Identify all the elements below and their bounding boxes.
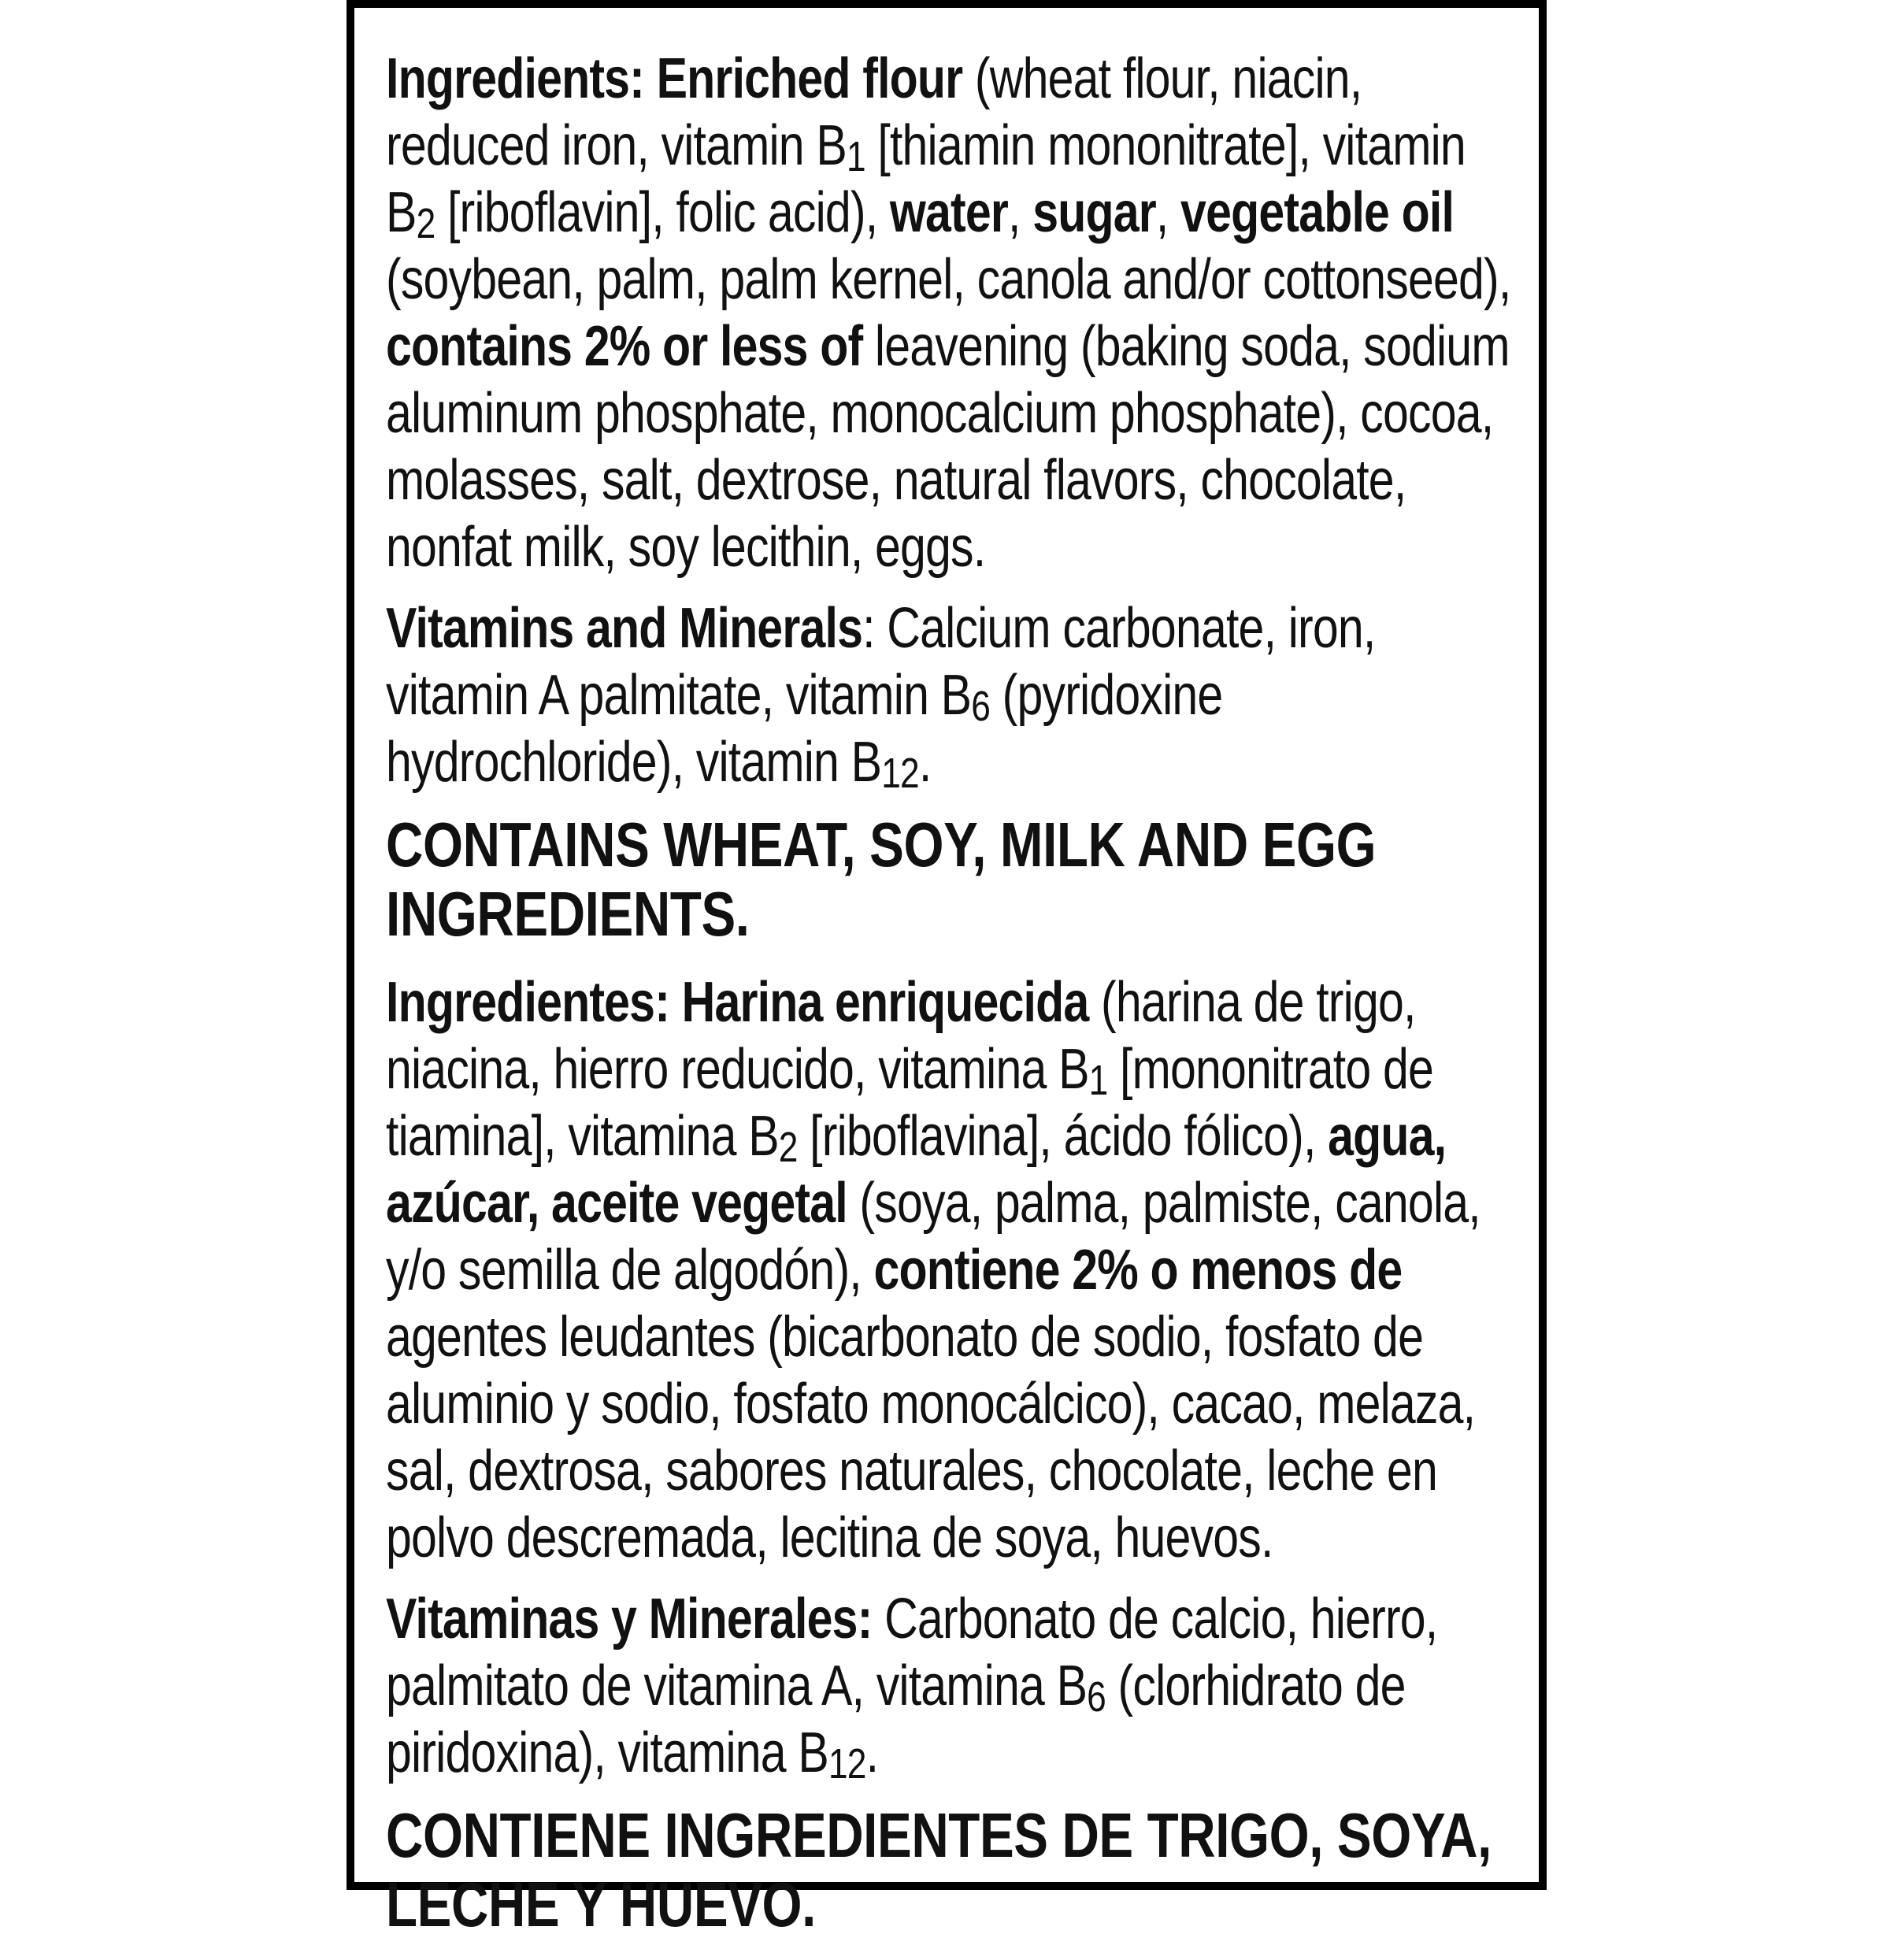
text-run: (pyridoxine hydrochloride), vitamin B <box>386 664 1223 794</box>
text-run: (harina de trigo, niacina, hierro reducido, vitamina B <box>386 971 1416 1101</box>
bold-text: sugar <box>1032 181 1156 244</box>
english-vitamins-minerals <box>386 595 1512 796</box>
bold-text: contains 2% or less of <box>386 315 863 378</box>
subscript-text: 6 <box>1087 1673 1106 1721</box>
english-allergen-statement: CONTAINS WHEAT, SOY, MILK AND EGG INGREDIENTS. <box>386 810 1377 949</box>
text-run: (clorhidrato de piridoxina), vitamina B <box>386 1654 1406 1784</box>
bold-text: Vitamins and Minerals <box>386 597 863 660</box>
bold-text: water <box>889 181 1009 244</box>
text-run: [riboflavina], ácido fólico), <box>797 1105 1329 1168</box>
subscript-text: 2 <box>778 1124 798 1172</box>
text-run: [mononitrato de tiamina], vitamina B <box>386 1038 1433 1168</box>
text-run: (soya, palma, palmiste, canola, y/o semilla de algodón), <box>386 1172 1480 1302</box>
subscript-text: 1 <box>846 133 865 181</box>
bold-text: contiene 2% o menos de <box>873 1239 1403 1302</box>
text-run: , <box>1155 181 1181 244</box>
bold-text: Ingredientes: Harina enriquecida <box>386 971 1089 1034</box>
subscript-text: 2 <box>416 200 435 248</box>
bold-text: Vitaminas y Minerales: <box>386 1588 873 1651</box>
english-ingredients <box>386 46 1512 581</box>
spanish-ingredients <box>386 969 1512 1572</box>
text-run: [riboflavin], folic acid), <box>435 181 890 244</box>
text-run: . <box>865 1721 879 1784</box>
subscript-text: 1 <box>1088 1057 1108 1105</box>
text-run: [thiamin mononitrate], vitamin B <box>386 114 1466 244</box>
text-run: (wheat flour, niacin, reduced iron, vitamin B <box>386 47 1362 177</box>
subscript-text: 12 <box>881 750 919 798</box>
subscript-text: 6 <box>971 683 991 731</box>
bold-text: Ingredients: Enriched flour <box>386 47 963 110</box>
spanish-vitamins-minerals <box>386 1586 1512 1787</box>
text-run: leavening (baking soda, sodium aluminum phosphate, monocalcium phosphate), cocoa, molasses, salt, dextrose, natural flavors, chocolate, nonfat milk, soy lecithin, eggs. <box>386 315 1510 579</box>
label-content <box>386 46 1512 1960</box>
text-run: Carbonato de calcio, hierro, palmitato de vitamina A, vitamina B <box>386 1588 1438 1717</box>
text-run: . <box>918 731 932 794</box>
bold-text: vegetable oil <box>1180 181 1455 244</box>
text-run: : Calcium carbonate, iron, vitamin A palmitate, vitamin B <box>386 597 1376 727</box>
ingredient-label-panel <box>346 0 1547 1940</box>
text-run: (soybean, palm, palm kernel, canola and/or cottonseed), <box>386 248 1511 311</box>
bold-text: agua, azúcar, aceite vegetal <box>386 1105 1447 1235</box>
text-run: , <box>1008 181 1033 244</box>
spanish-allergen-statement: CONTIENE INGREDIENTES DE TRIGO, SOYA, LECHE Y HUEVO. <box>386 1800 1492 1940</box>
subscript-text: 12 <box>828 1740 866 1788</box>
text-run: agentes leudantes (bicarbonato de sodio, fosfato de aluminio y sodio, fosfato monocálcico), cacao, melaza, sal, dextrosa, sabores naturales, chocolate, leche en polvo descremada, lecitina de soya, huevos. <box>386 1306 1476 1569</box>
